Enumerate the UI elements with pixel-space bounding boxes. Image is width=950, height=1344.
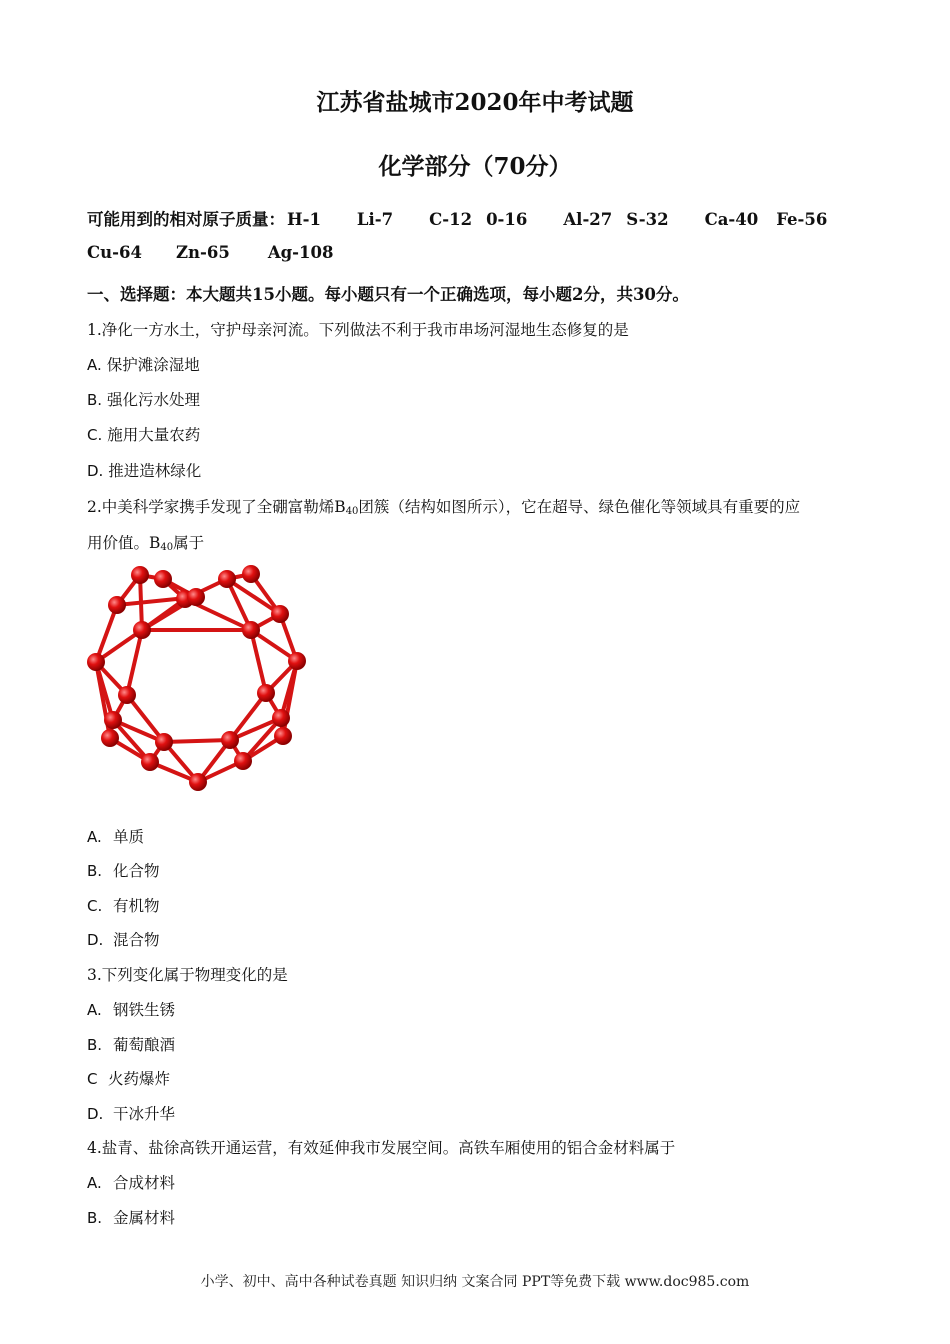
- boron-atom: [242, 621, 260, 639]
- atomic-masses-row2: [87, 243, 333, 262]
- boron-atom: [288, 652, 306, 670]
- boron-atom: [274, 727, 292, 745]
- question-2-stem-line2: 用价值。$B_{40}$属于: [87, 534, 205, 553]
- page-footer: 小学、初中、高中各种试卷真题 知识归纳 文案合同 PPT等免费下载 www.doc985.com: [200, 1274, 750, 1290]
- question-3-option-a: A. 钢铁生锈: [87, 1001, 176, 1019]
- boron-atom: [101, 729, 119, 747]
- atomic-masses-prefix: 可能用到的相对原子质量：: [87, 210, 285, 229]
- boron-atom: [272, 709, 290, 727]
- atomic-masses-row1: [87, 206, 827, 230]
- mass-item: H-1: [287, 210, 321, 229]
- question-3-option-c: C 火药爆炸: [87, 1070, 171, 1088]
- question-2-option-b: B. 化合物: [87, 862, 160, 880]
- question-1-stem: 1.净化一方水土，守护母亲河流。下列做法不利于我市串场河湿地生态修复的是: [87, 321, 629, 339]
- boron-atom: [218, 570, 236, 588]
- boron-atom: [141, 753, 159, 771]
- boron-atom: [155, 733, 173, 751]
- boron-atom: [108, 596, 126, 614]
- boron-atom: [187, 588, 205, 606]
- mass-item: Fe-56: [776, 210, 828, 229]
- boron-atom: [271, 605, 289, 623]
- boron-atom: [242, 565, 260, 583]
- mass-item: Ca-40: [704, 210, 759, 229]
- page-title: 江苏省盐城市2020年中考试题: [316, 89, 634, 116]
- question-2-option-c: C. 有机物: [87, 897, 160, 915]
- section-heading: 一、选择题：本大题共15小题。每小题只有一个正确选项，每小题2分，共30分。: [87, 285, 689, 304]
- question-2-option-a: A. 单质: [87, 828, 145, 846]
- boron-atom: [221, 731, 239, 749]
- boron-atom: [87, 653, 105, 671]
- mass-item: C-12: [429, 210, 473, 229]
- mass-item: Al-27: [563, 210, 613, 229]
- cluster-atoms: [87, 565, 306, 791]
- mass-item: 0-16: [486, 210, 528, 229]
- mass-item: Li-7: [356, 210, 394, 229]
- mass-item: Zn-65: [175, 243, 230, 262]
- cluster-bond: [164, 740, 230, 742]
- b40-cluster-figure: [85, 563, 310, 798]
- question-4-option-b: B. 金属材料: [87, 1209, 176, 1227]
- question-2-stem-line1: 2.中美科学家携手发现了全硼富勒烯$B_{40}$团簇（结构如图所示），它在超导、绿色催化等领域具有重要的应: [87, 498, 801, 517]
- boron-atom: [133, 621, 151, 639]
- question-1-option-d: D. 推进造林绿化: [87, 462, 202, 480]
- boron-atom: [118, 686, 136, 704]
- question-3-option-b: B. 葡萄酿酒: [87, 1036, 176, 1054]
- question-1-option-b: B. 强化污水处理: [87, 391, 201, 409]
- question-4-stem: 4.盐青、盐徐高铁开通运营，有效延伸我市发展空间。高铁车厢使用的铝合金材料属于: [87, 1139, 676, 1157]
- boron-atom: [104, 711, 122, 729]
- boron-atom: [189, 773, 207, 791]
- boron-atom: [131, 566, 149, 584]
- question-3-stem: 3.下列变化属于物理变化的是: [87, 966, 288, 984]
- boron-atom: [257, 684, 275, 702]
- boron-atom: [154, 570, 172, 588]
- page-subtitle: 化学部分（70分）: [378, 153, 572, 180]
- question-4-option-a: A. 合成材料: [87, 1174, 176, 1192]
- mass-item: Ag-108: [267, 243, 334, 262]
- question-2-option-d: D. 混合物: [87, 931, 160, 949]
- question-1-option-c: C. 施用大量农药: [87, 426, 201, 444]
- question-3-option-d: D. 干冰升华: [87, 1105, 176, 1123]
- mass-item: Cu-64: [87, 243, 142, 262]
- question-1-option-a: A. 保护滩涂湿地: [87, 356, 200, 374]
- boron-atom: [234, 752, 252, 770]
- mass-item: S-32: [626, 210, 669, 229]
